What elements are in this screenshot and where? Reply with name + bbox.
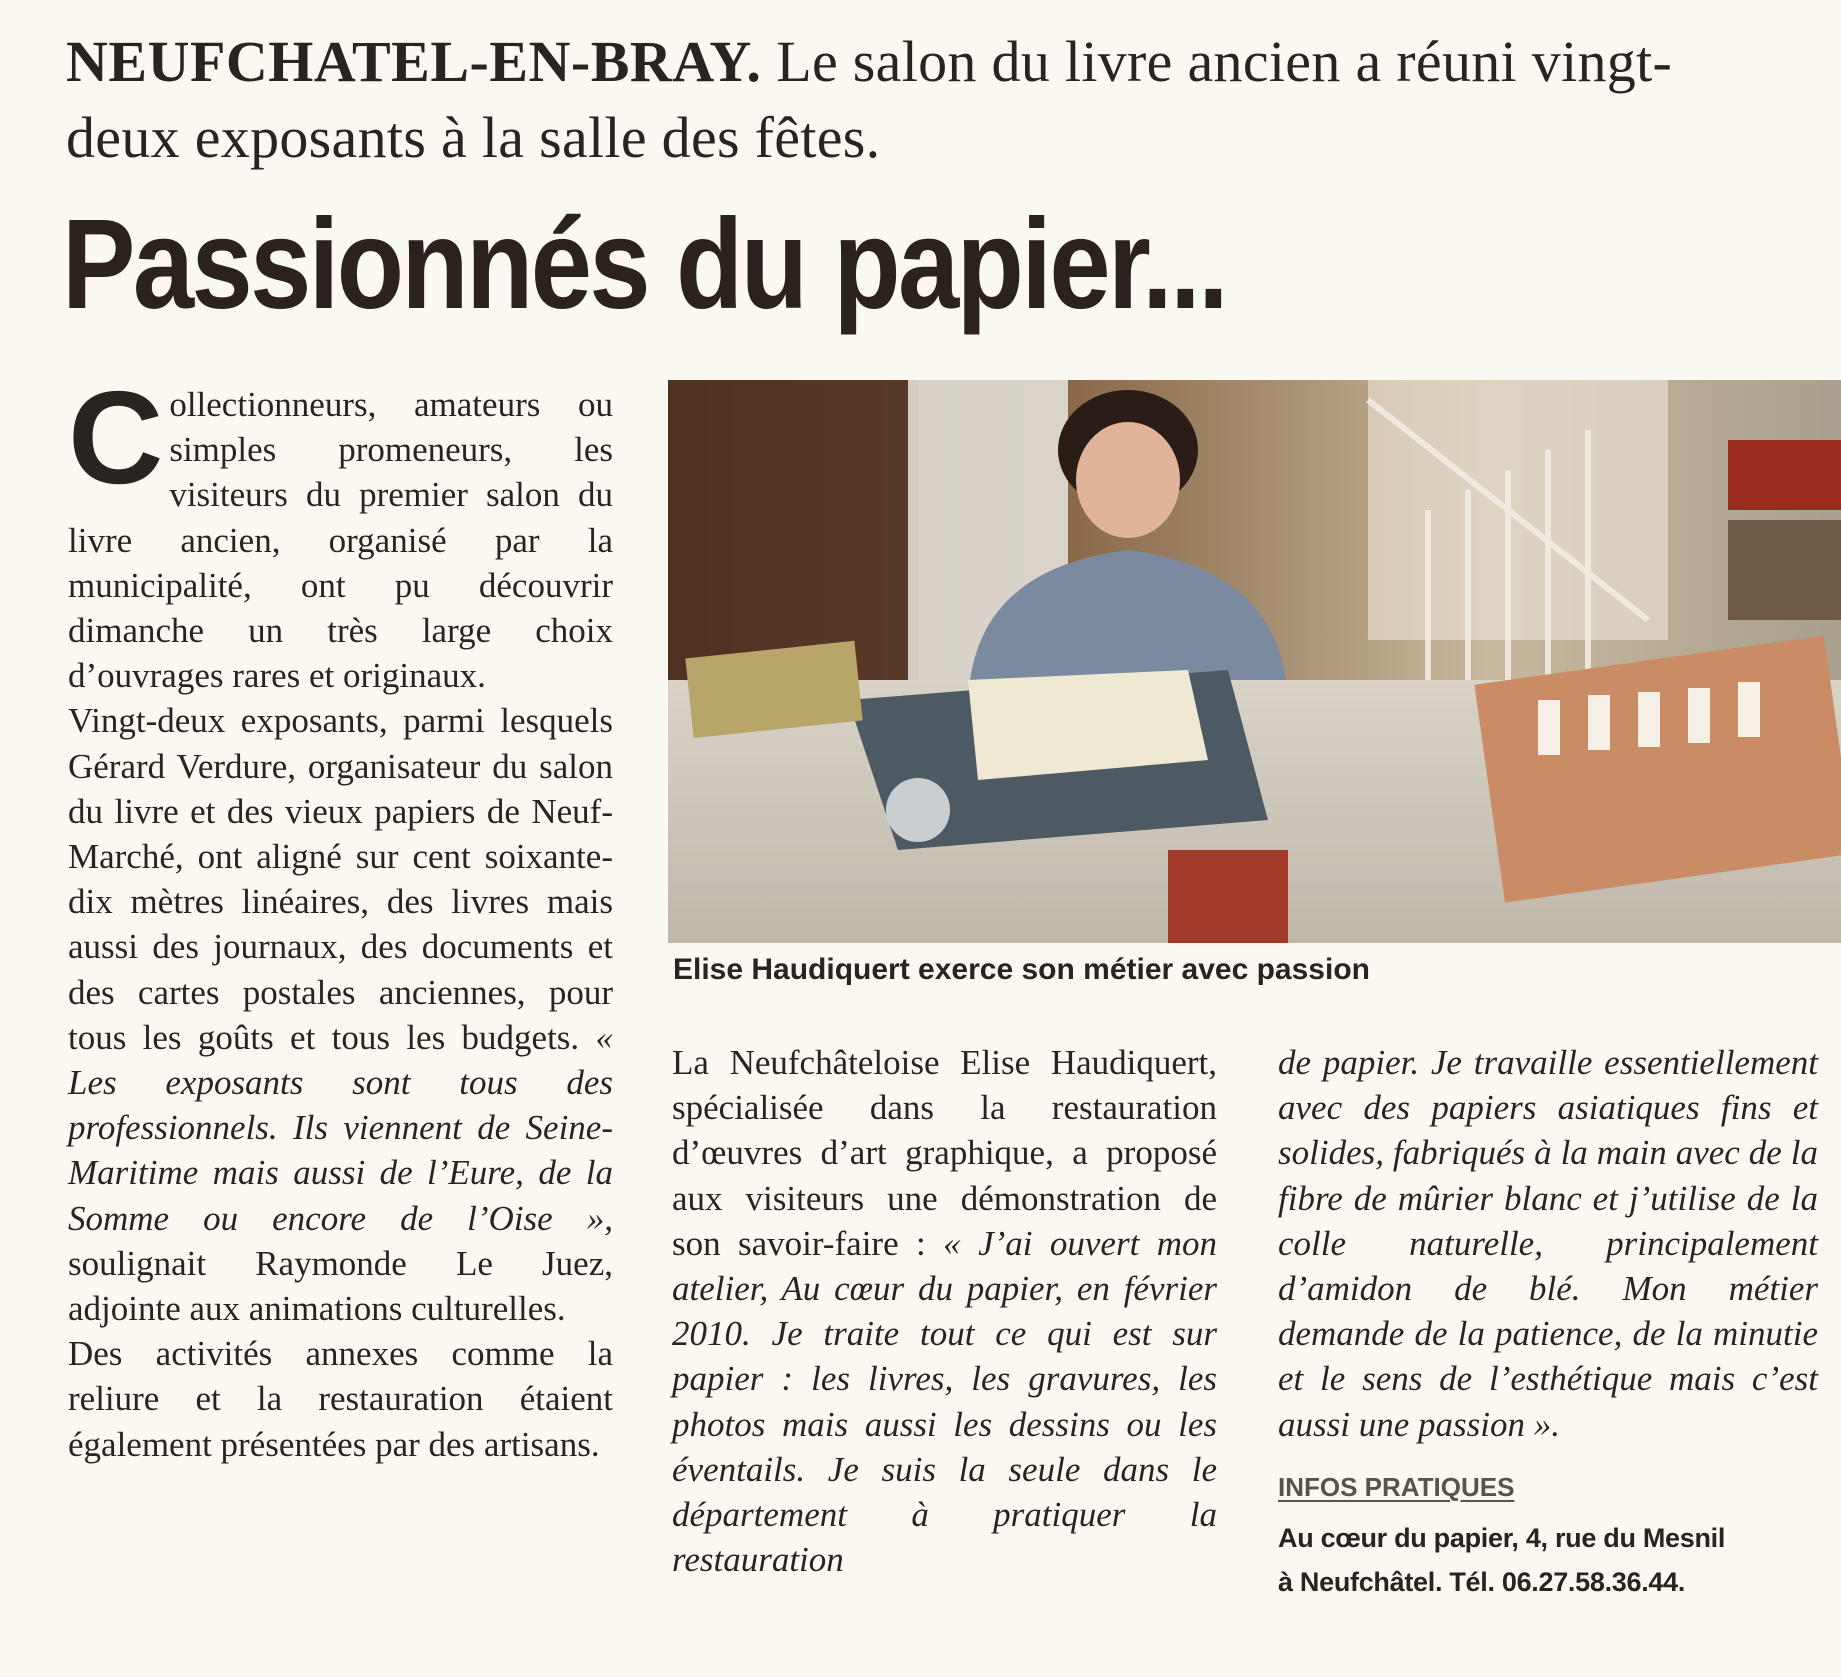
kicker-place: NEUFCHATEL-EN-BRAY. xyxy=(66,29,762,94)
article-headline: Passionnés du papier... xyxy=(62,193,1227,336)
photo-illustration xyxy=(668,380,1841,943)
paragraph-intro xyxy=(68,364,613,698)
paragraph-haudiquert-text: La Neufchâteloise Elise Haudiquert, spécialisée dans la restauration d’œuvres d’art graphique, a proposé aux visiteurs une démonstration de son savoir-faire : xyxy=(672,1043,1217,1263)
article-kicker xyxy=(66,24,1786,176)
quote-haudiquert-part1: « J’ai ouvert mon atelier, Au cœur du papier, en février 2010. Je traite tout ce qui est sur papier : les livres, les gravures, les photos mais aussi les dessins ou les éventails. Je suis la seule dans le département à pratiquer la restauration xyxy=(672,1223,1217,1580)
paragraph-activites: Des activités annexes comme la reliure et la restauration étaient également présentées par des artisans. xyxy=(68,1334,613,1464)
paragraph-exposants xyxy=(68,698,613,1331)
article-photo xyxy=(668,380,1841,943)
drop-cap: C xyxy=(68,364,164,511)
infos-phone: à Neufchâtel. Tél. 06.27.58.36.44. xyxy=(1278,1567,1686,1597)
kicker-text: Le salon du livre ancien a réuni vingt-deux exposants à la salle des fêtes. xyxy=(66,29,1673,170)
article-column-3 xyxy=(1278,1040,1818,1447)
infos-address: Au cœur du papier, 4, rue du Mesnil xyxy=(1278,1523,1726,1553)
quote-haudiquert-part2: de papier. Je travaille essentiellement avec des papiers asiatiques fins et solides, fabriqués à la main avec de la fibre de mûrier blanc et j’utilise de la colle naturelle, principalement d’amidon de blé. Mon métier demande de la patience, de la minutie et le sens de l’esthétique mais c’est aussi une passion ». xyxy=(1278,1043,1818,1444)
quote-le-juez: « Les exposants sont tous des professionnels. Ils viennent de Seine-Maritime mais aussi de l’Eure, de la Somme ou encore de l’Oise », xyxy=(68,1017,614,1238)
article-column-1 xyxy=(68,364,614,1467)
photo-caption: Elise Haudiquert exerce son métier avec passion xyxy=(673,953,1370,986)
article-column-2 xyxy=(672,1040,1217,1582)
quote-attribution: soulignait Raymonde Le Juez, adjointe aux animations culturelles. xyxy=(68,1243,613,1329)
paragraph-haudiquert xyxy=(672,1040,1217,1582)
infos-pratiques-title: INFOS PRATIQUES xyxy=(1278,1472,1515,1502)
paragraph-exposants-text: Vingt-deux exposants, parmi lesquels Gérard Verdure, organisateur du salon du livre et des vieux papiers de Neuf-Marché, ont aligné sur cent soixante-dix mètres linéaires, des livres mais aussi des journaux, des documents et des cartes postales anciennes, pour tous les goûts et tous les budgets. xyxy=(68,701,613,1057)
paragraph-intro-text: ollectionneurs, amateurs ou simples promeneurs, les visiteurs du premier salon du livre ancien, organisé par la municipalité, ont pu découvrir dimanche un très large choix d’ouvrages rares et originaux. xyxy=(68,385,613,696)
infos-pratiques-body xyxy=(1278,1516,1818,1604)
